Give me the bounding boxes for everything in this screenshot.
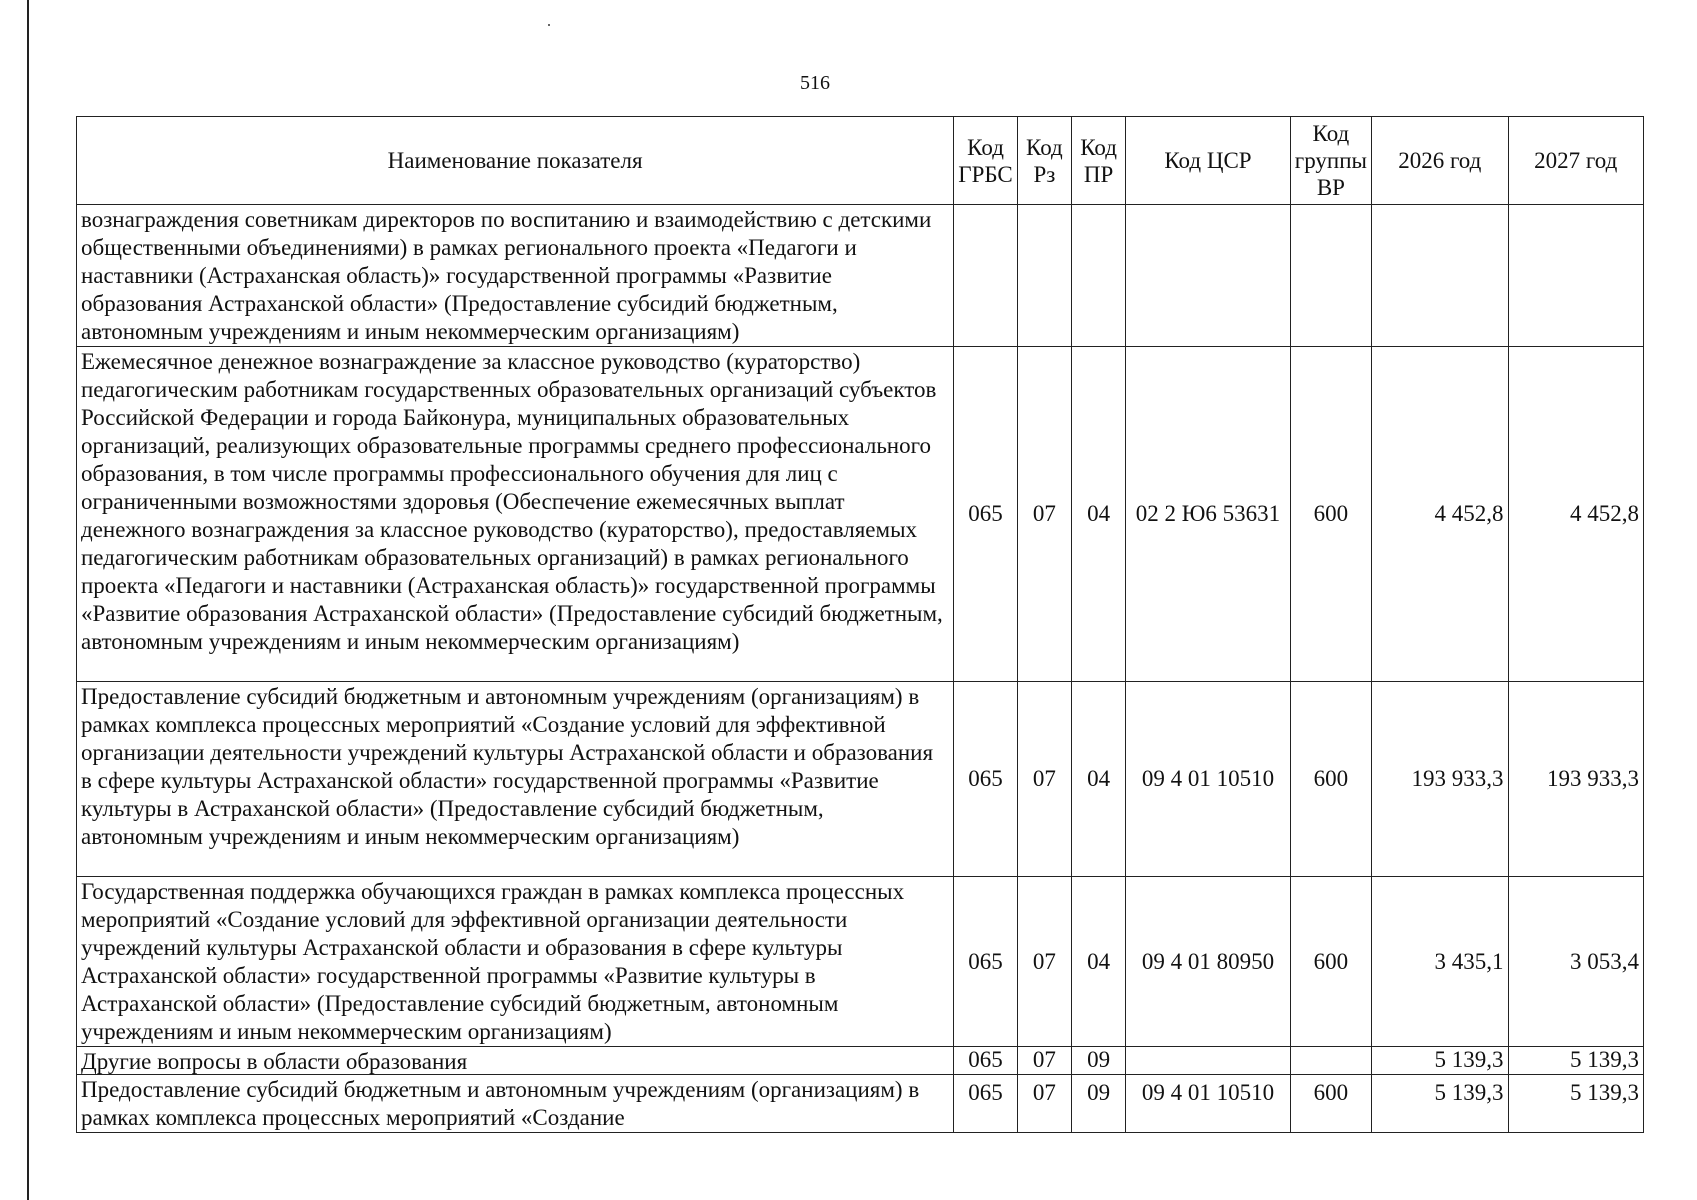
cell-2027: 193 933,3 [1508,682,1643,877]
header-2027: 2027 год [1508,117,1643,205]
cell-rz: 07 [1017,1075,1071,1133]
cell-vr [1290,205,1371,347]
cell-rz [1017,205,1071,347]
table-header-row [77,117,1644,205]
cell-2027: 4 452,8 [1508,347,1643,682]
cell-rz: 07 [1017,1047,1071,1075]
cell-name: Предоставление субсидий бюджетным и автономным учреждениям (организациям) в рамках комплекса процессных мероприятий «Создание условий для эффективной организации деятельности учреждений культуры Астраханской области и образования в сфере культуры Астраханской области» государственной программы «Развитие культуры в Астраханской области» (Предоставление субсидий бюджетным, автономным учреждениям и иным некоммерческим организациям) [77,682,954,877]
cell-2026 [1372,205,1508,347]
cell-csr [1126,1047,1291,1075]
scan-speck [548,24,550,26]
cell-grbs [954,205,1018,347]
cell-name: Ежемесячное денежное вознаграждение за классное руководство (кураторство) педагогическим работникам государственных образовательных организаций субъектов Российской Федерации и города Байконура, муниципальных образовательных организаций, реализующих образовательные программы среднего профессионального образования, в том числе программы профессионального обучения для лиц с ограниченными возможностями здоровья (Обеспечение ежемесячных выплат денежного вознаграждения за классное руководство (кураторство), предоставляемых педагогическим работникам образовательных организаций) в рамках регионального проекта «Педагоги и наставники (Астраханская область)» государственной программы «Развитие образования Астраханской области» (Предоставление субсидий бюджетным, автономным учреждениям и иным некоммерческим организациям) [77,347,954,682]
cell-rz: 07 [1017,877,1071,1047]
table-row [77,1047,1644,1075]
header-vr: Код группы ВР [1290,117,1371,205]
cell-vr: 600 [1290,682,1371,877]
cell-2027: 3 053,4 [1508,877,1643,1047]
cell-grbs: 065 [954,1075,1018,1133]
cell-rz: 07 [1017,682,1071,877]
page-number: 516 [800,72,830,94]
cell-2026: 5 139,3 [1372,1075,1508,1133]
table-row [77,205,1644,347]
cell-rz: 07 [1017,347,1071,682]
cell-2027: 5 139,3 [1508,1075,1643,1133]
header-rz: Код Рз [1017,117,1071,205]
header-csr: Код ЦСР [1126,117,1291,205]
cell-2026: 193 933,3 [1372,682,1508,877]
header-name: Наименование показателя [77,117,954,205]
cell-2027: 5 139,3 [1508,1047,1643,1075]
cell-pr: 04 [1071,347,1125,682]
cell-2026: 5 139,3 [1372,1047,1508,1075]
cell-pr: 09 [1071,1047,1125,1075]
cell-vr: 600 [1290,347,1371,682]
cell-vr: 600 [1290,877,1371,1047]
cell-grbs: 065 [954,347,1018,682]
cell-name: Государственная поддержка обучающихся граждан в рамках комплекса процессных мероприятий «Создание условий для эффективной организации деятельности учреждений культуры Астраханской области и образования в сфере культуры Астраханской области» государственной программы «Развитие культуры в Астраханской области» (Предоставление субсидий бюджетным, автономным учреждениям и иным некоммерческим организациям) [77,877,954,1047]
cell-grbs: 065 [954,1047,1018,1075]
cell-grbs: 065 [954,877,1018,1047]
cell-pr [1071,205,1125,347]
cell-vr [1290,1047,1371,1075]
header-2026: 2026 год [1372,117,1508,205]
cell-pr: 04 [1071,682,1125,877]
table-row [77,877,1644,1047]
table-row [77,347,1644,682]
budget-table [76,116,1644,1133]
cell-2027 [1508,205,1643,347]
budget-table-container [76,116,1644,1133]
cell-2026: 3 435,1 [1372,877,1508,1047]
header-grbs: Код ГРБС [954,117,1018,205]
cell-2026: 4 452,8 [1372,347,1508,682]
cell-csr: 09 4 01 80950 [1126,877,1291,1047]
cell-name: вознаграждения советникам директоров по воспитанию и взаимодействию с детскими общественными объединениями) в рамках регионального проекта «Педагоги и наставники (Астраханская область)» государственной программы «Развитие образования Астраханской области» (Предоставление субсидий бюджетным, автономным учреждениям и иным некоммерческим организациям) [77,205,954,347]
cell-csr [1126,205,1291,347]
scan-margin-line [27,0,29,1200]
cell-name: Другие вопросы в области образования [77,1047,954,1075]
cell-pr: 09 [1071,1075,1125,1133]
cell-grbs: 065 [954,682,1018,877]
cell-pr: 04 [1071,877,1125,1047]
cell-csr: 02 2 Ю6 53631 [1126,347,1291,682]
table-row [77,682,1644,877]
header-pr: Код ПР [1071,117,1125,205]
cell-csr: 09 4 01 10510 [1126,682,1291,877]
cell-name: Предоставление субсидий бюджетным и автономным учреждениям (организациям) в рамках комплекса процессных мероприятий «Создание [77,1075,954,1133]
cell-csr: 09 4 01 10510 [1126,1075,1291,1133]
cell-vr: 600 [1290,1075,1371,1133]
table-row [77,1075,1644,1133]
